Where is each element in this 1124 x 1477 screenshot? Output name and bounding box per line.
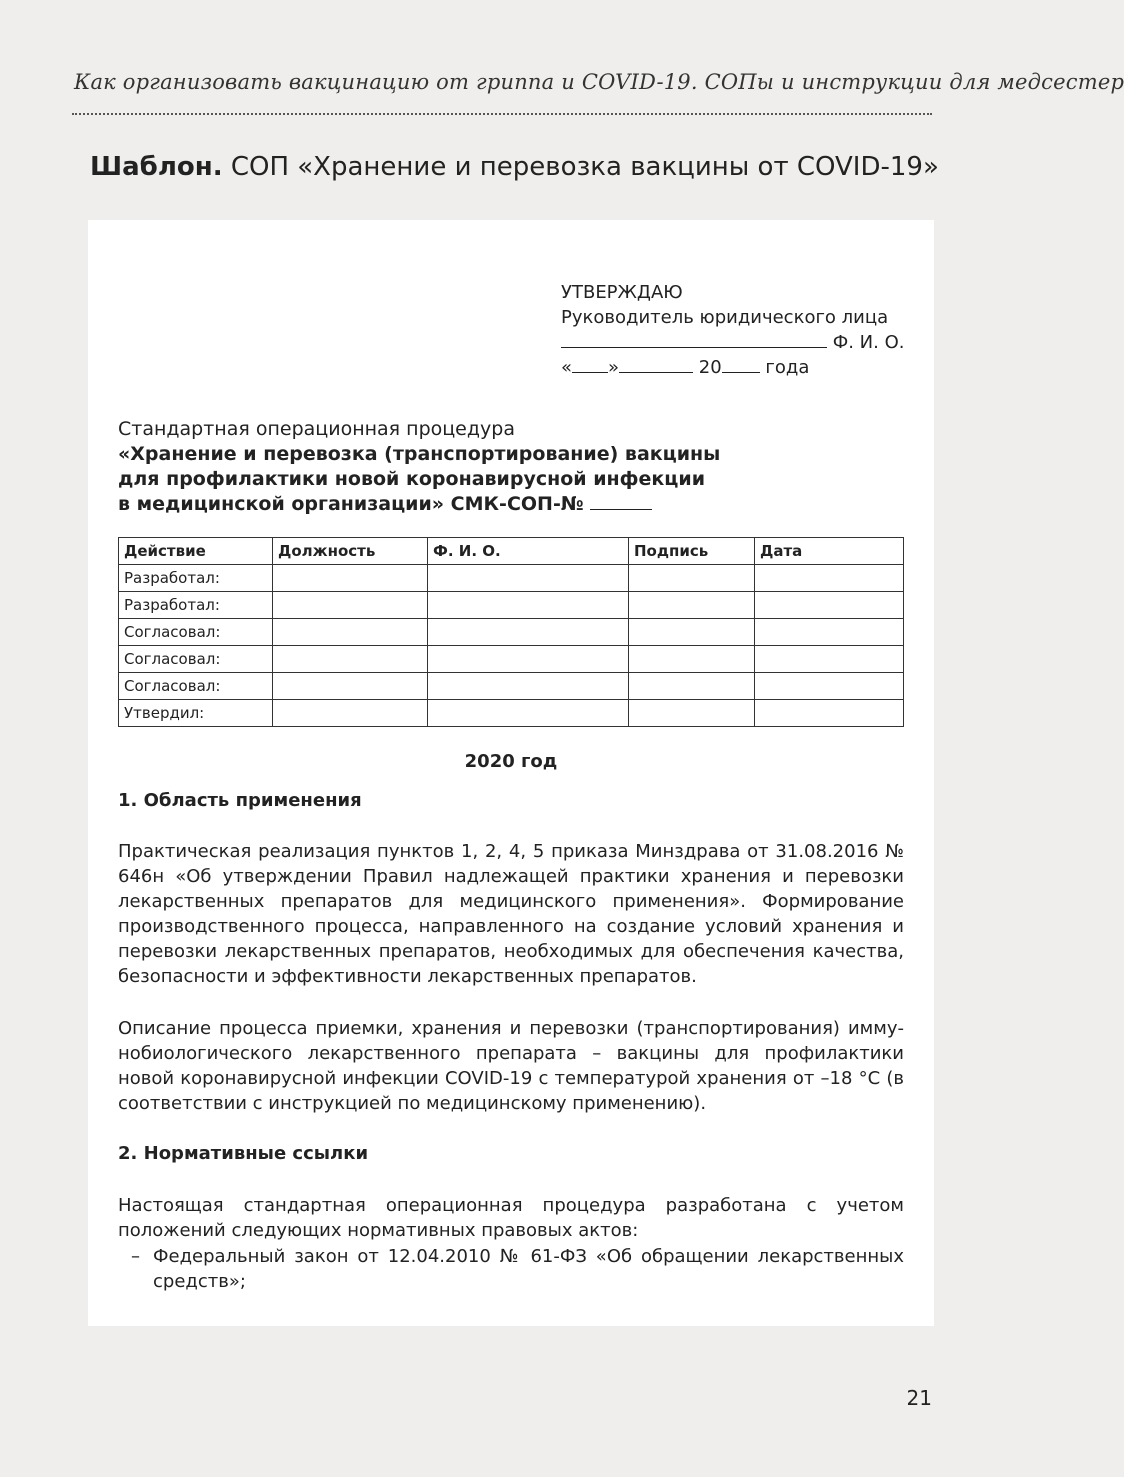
date-cell[interactable]	[755, 646, 904, 673]
sop-title-line1: «Хранение и перевозка (транспортирование) вакцины	[118, 443, 721, 465]
position-cell[interactable]	[273, 592, 428, 619]
approval-date-line	[561, 355, 904, 380]
signature-blank[interactable]	[561, 330, 827, 348]
section1-paragraph-2: Описание процесса приемки, хранения и перевозки (транспортирования) иммунобиологического лекарственного препарата – вакцины для профилактики новой коронавирусной инфекции COVID-19 с температурой хранения от –18 °С (в соответствии с инструкцией по медицинскому применению).	[118, 1018, 904, 1114]
signature-table	[118, 537, 904, 727]
year-label: 2020 год	[464, 751, 558, 772]
table-row	[119, 592, 904, 619]
approval-heading: УТВЕРЖДАЮ	[561, 282, 683, 303]
date-cell[interactable]	[755, 619, 904, 646]
year-prefix: 20	[698, 357, 722, 378]
table-row	[119, 619, 904, 646]
fio-cell[interactable]	[428, 565, 629, 592]
page-title-bold: Шаблон.	[90, 152, 223, 182]
signature-cell[interactable]	[629, 619, 755, 646]
year-suffix: года	[765, 357, 810, 378]
action-cell: Разработал:	[119, 565, 273, 592]
approval-block	[561, 280, 904, 380]
signature-cell[interactable]	[629, 700, 755, 727]
sop-title-line3-text: в медицинской организации» СМК-СОП-№	[118, 493, 584, 515]
fio-cell[interactable]	[428, 673, 629, 700]
table-row	[119, 700, 904, 727]
list-item	[131, 1244, 904, 1294]
column-header: Ф. И. О.	[428, 538, 629, 565]
header-divider	[72, 113, 932, 115]
section1-paragraph-1: Практическая реализация пунктов 1, 2, 4, 5 приказа Минздрава от 31.08.2016 № 646н «Об утверждении Правил надлежащей практики хранения и перевозки лекарственных препаратов для медицинского применения». Формирование производственного процесса, направленного на создание условий хранения и перевозки лекарственных препаратов, необходимых для обеспечения качества, безопасности и эффективности лекарственных препаратов.	[118, 841, 904, 987]
date-cell[interactable]	[755, 565, 904, 592]
table-row	[119, 673, 904, 700]
running-head: Как организовать вакцинацию от гриппа и COVID-19. СОПы и инструкции для медсестер	[74, 70, 1124, 94]
fio-cell[interactable]	[428, 700, 629, 727]
table-row	[119, 646, 904, 673]
approval-role: Руководитель юридического лица	[561, 307, 889, 328]
table-row	[119, 565, 904, 592]
position-cell[interactable]	[273, 700, 428, 727]
date-cell[interactable]	[755, 592, 904, 619]
page-number: 21	[906, 1386, 932, 1410]
position-cell[interactable]	[273, 646, 428, 673]
sop-title-line2: для профилактики новой коронавирусной инфекции	[118, 468, 706, 490]
dash-bullet: –	[131, 1246, 140, 1267]
sop-title-line3	[118, 492, 818, 517]
day-blank[interactable]	[572, 355, 608, 373]
signature-cell[interactable]	[629, 565, 755, 592]
list-item-text: Федеральный закон от 12.04.2010 № 61-ФЗ «Об обращении лекарственных средств»;	[153, 1246, 904, 1292]
action-cell: Утвердил:	[119, 700, 273, 727]
sop-number-blank[interactable]	[590, 492, 652, 510]
position-cell[interactable]	[273, 565, 428, 592]
year-blank[interactable]	[722, 355, 760, 373]
approval-fio-line	[561, 330, 904, 355]
page-title-rest: СОП «Хранение и перевозка вакцины от COVID-19»	[222, 152, 939, 182]
signature-cell[interactable]	[629, 673, 755, 700]
fio-cell[interactable]	[428, 646, 629, 673]
page-title	[90, 152, 939, 182]
action-cell: Согласовал:	[119, 673, 273, 700]
signature-cell[interactable]	[629, 646, 755, 673]
fio-cell[interactable]	[428, 592, 629, 619]
date-open-quote: «	[561, 357, 573, 378]
section2-heading: 2. Нормативные ссылки	[118, 1143, 369, 1164]
template-card	[88, 220, 934, 1326]
column-header: Должность	[273, 538, 428, 565]
section2-intro: Настоящая стандартная операционная процедура разработана с учетом положений следующих нормативных правовых актов:	[118, 1195, 904, 1241]
section1-heading: 1. Область применения	[118, 790, 362, 811]
column-header: Дата	[755, 538, 904, 565]
column-header: Подпись	[629, 538, 755, 565]
action-cell: Согласовал:	[119, 619, 273, 646]
approval-fio-label: Ф. И. О.	[832, 332, 905, 353]
sop-subtitle: Стандартная операционная процедура	[118, 418, 515, 440]
signature-cell[interactable]	[629, 592, 755, 619]
sop-heading	[118, 417, 818, 517]
column-header: Действие	[119, 538, 273, 565]
action-cell: Разработал:	[119, 592, 273, 619]
action-cell: Согласовал:	[119, 646, 273, 673]
table-header-row	[119, 538, 904, 565]
position-cell[interactable]	[273, 673, 428, 700]
fio-cell[interactable]	[428, 619, 629, 646]
date-cell[interactable]	[755, 700, 904, 727]
date-cell[interactable]	[755, 673, 904, 700]
date-close-quote: »	[608, 357, 620, 378]
position-cell[interactable]	[273, 619, 428, 646]
month-blank[interactable]	[619, 355, 693, 373]
